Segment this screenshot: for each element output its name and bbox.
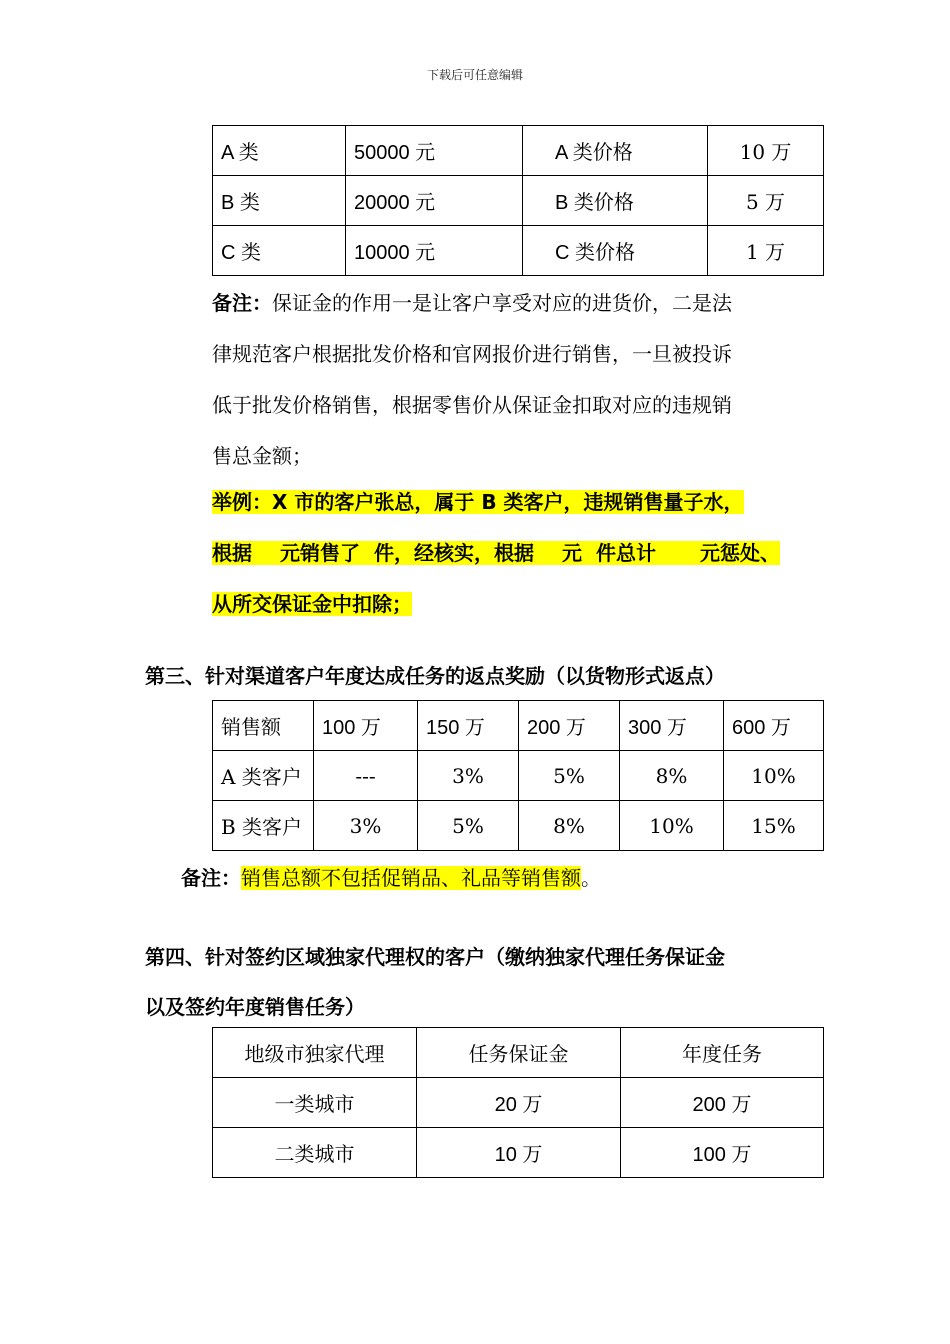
- table-cell: 20 万: [417, 1078, 621, 1128]
- table-cell: 10000 元: [346, 226, 523, 276]
- table-cell: ---: [314, 751, 418, 801]
- table-cell: 3%: [418, 751, 519, 801]
- example-block: [212, 477, 812, 630]
- table-cell: 100 万: [621, 1128, 824, 1178]
- example-line-2: 根据 元销售了 件，经核实，根据 元 件总计 元惩处、: [212, 541, 780, 565]
- note-label: 备注：: [181, 866, 241, 890]
- example-line-3: 从所交保证金中扣除；: [212, 592, 412, 616]
- table-cell: 200 万: [621, 1078, 824, 1128]
- table-row: [213, 1078, 824, 1128]
- section4-title-line: 以及签约年度销售任务）: [145, 995, 365, 1019]
- note-text: 销售总额不包括促销品、礼品等销售额: [241, 866, 581, 890]
- table-cell: 50000 元: [346, 126, 523, 176]
- table-cell: C 类: [213, 226, 346, 276]
- rebate-note: [181, 853, 831, 904]
- table-cell: 5%: [519, 751, 620, 801]
- note-line: 售总金额；: [212, 444, 312, 468]
- table-cell: C 类价格: [523, 226, 708, 276]
- page-header: 下载后可任意编辑: [426, 68, 523, 82]
- table-row: [213, 1128, 824, 1178]
- table-row: [213, 801, 824, 851]
- note-label: 备注：: [212, 291, 272, 315]
- example-line: [212, 579, 812, 630]
- rebate-table: [212, 700, 824, 851]
- section4-title-line: 第四、针对签约区域独家代理权的客户（缴纳独家代理任务保证金: [145, 945, 725, 969]
- table-cell: 15%: [724, 801, 824, 851]
- table-cell: B 类: [213, 176, 346, 226]
- table-row: [213, 701, 824, 751]
- table-cell: 1 万: [708, 226, 824, 276]
- table-cell: 20000 元: [346, 176, 523, 226]
- deposit-note: [212, 278, 812, 482]
- table-row: [213, 751, 824, 801]
- table-header-cell: 100 万: [314, 701, 418, 751]
- table-cell: 8%: [519, 801, 620, 851]
- table-row: [213, 1028, 824, 1078]
- table-cell: 10 万: [708, 126, 824, 176]
- table-cell: 二类城市: [213, 1128, 417, 1178]
- note-end: 。: [581, 866, 601, 890]
- table-row: [213, 176, 824, 226]
- table-header-cell: 150 万: [418, 701, 519, 751]
- table-header-cell: 300 万: [620, 701, 724, 751]
- table-cell: 10 万: [417, 1128, 621, 1178]
- table-cell: B 类客户: [213, 801, 314, 851]
- table-cell: 5 万: [708, 176, 824, 226]
- table-header-cell: 销售额: [213, 701, 314, 751]
- table-cell: B 类价格: [523, 176, 708, 226]
- note-text: 保证金的作用一是让客户享受对应的进货价，二是法: [272, 291, 732, 315]
- table-cell: A 类客户: [213, 751, 314, 801]
- table-header-cell: 600 万: [724, 701, 824, 751]
- table-cell: 10%: [620, 801, 724, 851]
- section4-title: [145, 932, 825, 1032]
- table-cell: 3%: [314, 801, 418, 851]
- table-header-cell: 年度任务: [621, 1028, 824, 1078]
- table-cell: A 类价格: [523, 126, 708, 176]
- table-row: [213, 126, 824, 176]
- table-header-cell: 200 万: [519, 701, 620, 751]
- note-line: 低于批发价格销售，根据零售价从保证金扣取对应的违规销: [212, 393, 732, 417]
- table-row: [213, 226, 824, 276]
- table-cell: 10%: [724, 751, 824, 801]
- table-cell: 8%: [620, 751, 724, 801]
- table-header-cell: 地级市独家代理: [213, 1028, 417, 1078]
- table-header-cell: 任务保证金: [417, 1028, 621, 1078]
- table-cell: 一类城市: [213, 1078, 417, 1128]
- example-line: [212, 528, 812, 579]
- example-line-1: 举例：X 市的客户张总，属于 B 类客户，违规销售量子水，: [212, 490, 744, 514]
- note-line: [212, 278, 812, 329]
- deposit-table: [212, 125, 824, 276]
- example-line: [212, 477, 812, 528]
- agency-table: [212, 1027, 824, 1178]
- section3-title: 第三、针对渠道客户年度达成任务的返点奖励（以货物形式返点）: [145, 664, 725, 688]
- note-line: 律规范客户根据批发价格和官网报价进行销售，一旦被投诉: [212, 342, 732, 366]
- table-cell: A 类: [213, 126, 346, 176]
- table-cell: 5%: [418, 801, 519, 851]
